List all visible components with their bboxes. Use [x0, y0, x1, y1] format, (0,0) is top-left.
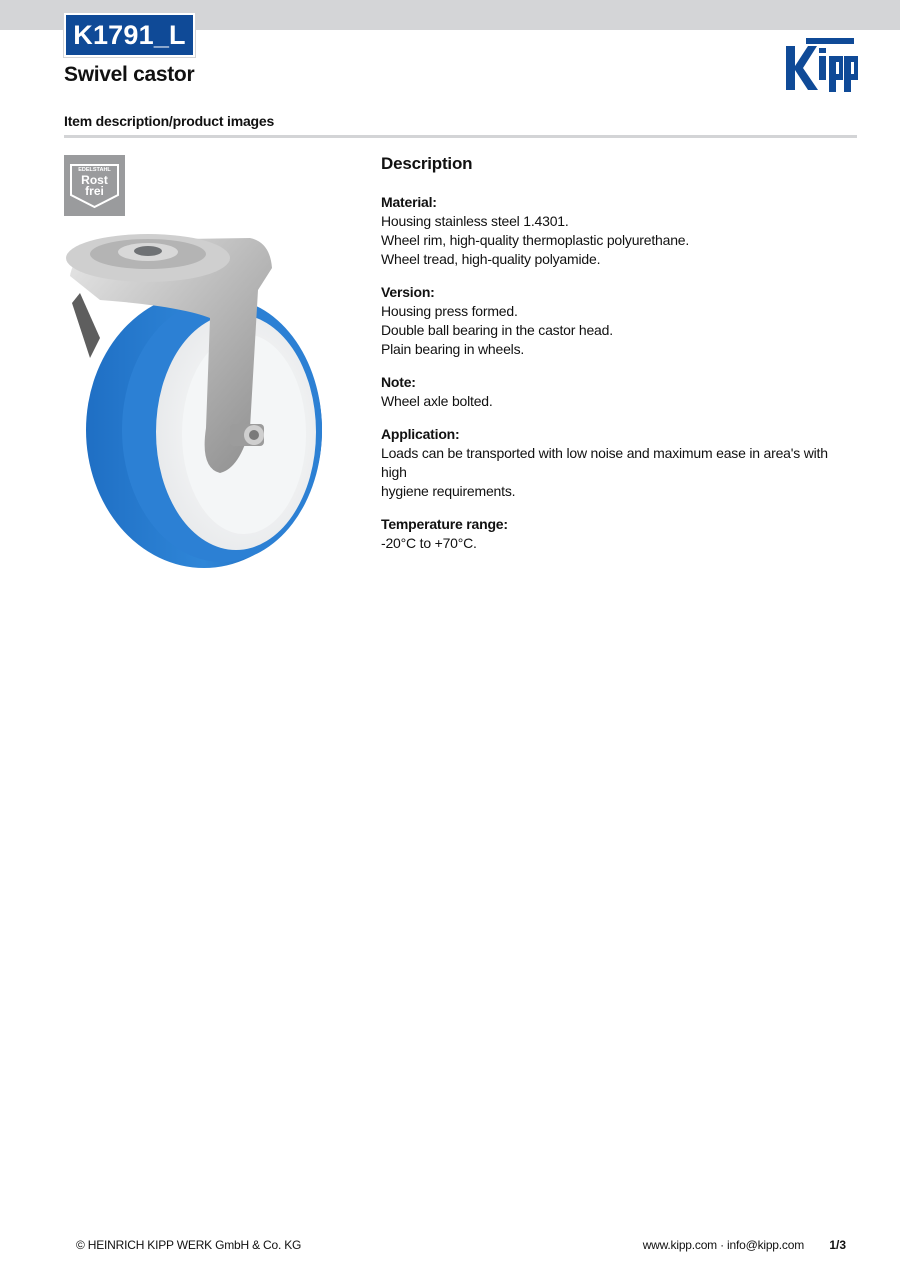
note-label: Note:	[381, 374, 416, 390]
material-label: Material:	[381, 194, 437, 210]
application-label: Application:	[381, 426, 460, 442]
badge-line3: frei	[85, 184, 104, 198]
version-line: Plain bearing in wheels.	[381, 341, 525, 357]
note-block	[381, 373, 851, 411]
temperature-block	[381, 515, 851, 553]
badge-line2: Rost	[81, 173, 108, 187]
application-block	[381, 425, 851, 501]
version-label: Version:	[381, 284, 435, 300]
material-line: Wheel rim, high-quality thermoplastic polyurethane.	[381, 232, 690, 248]
material-block	[381, 193, 851, 269]
item-code-badge: K1791_L	[64, 13, 195, 57]
application-line: hygiene requirements.	[381, 483, 516, 499]
version-line: Double ball bearing in the castor head.	[381, 322, 613, 338]
material-line: Housing stainless steel 1.4301.	[381, 213, 569, 229]
description-title: Description	[381, 154, 473, 173]
page-number: 1/3	[829, 1238, 846, 1252]
castor-product-image	[60, 228, 328, 573]
product-title: Swivel castor	[64, 63, 195, 86]
version-block	[381, 283, 851, 359]
badge-line1: EDELSTAHL	[78, 167, 111, 173]
application-line: Loads can be transported with low noise and maximum ease in area's with high	[381, 445, 828, 480]
footer-contact: www.kipp.com · info@kipp.com	[642, 1238, 804, 1252]
material-line: Wheel tread, high-quality polyamide.	[381, 251, 601, 267]
section-header: Item description/product images	[64, 113, 275, 129]
section-divider	[64, 135, 857, 138]
version-line: Housing press formed.	[381, 303, 518, 319]
footer-copyright: © HEINRICH KIPP WERK GmbH & Co. KG	[76, 1238, 302, 1252]
temperature-line: -20°C to +70°C.	[381, 535, 477, 551]
temperature-label: Temperature range:	[381, 516, 508, 532]
note-line: Wheel axle bolted.	[381, 393, 493, 409]
description-panel	[381, 154, 851, 567]
kipp-logo	[784, 38, 858, 92]
stainless-badge-icon	[64, 155, 125, 216]
